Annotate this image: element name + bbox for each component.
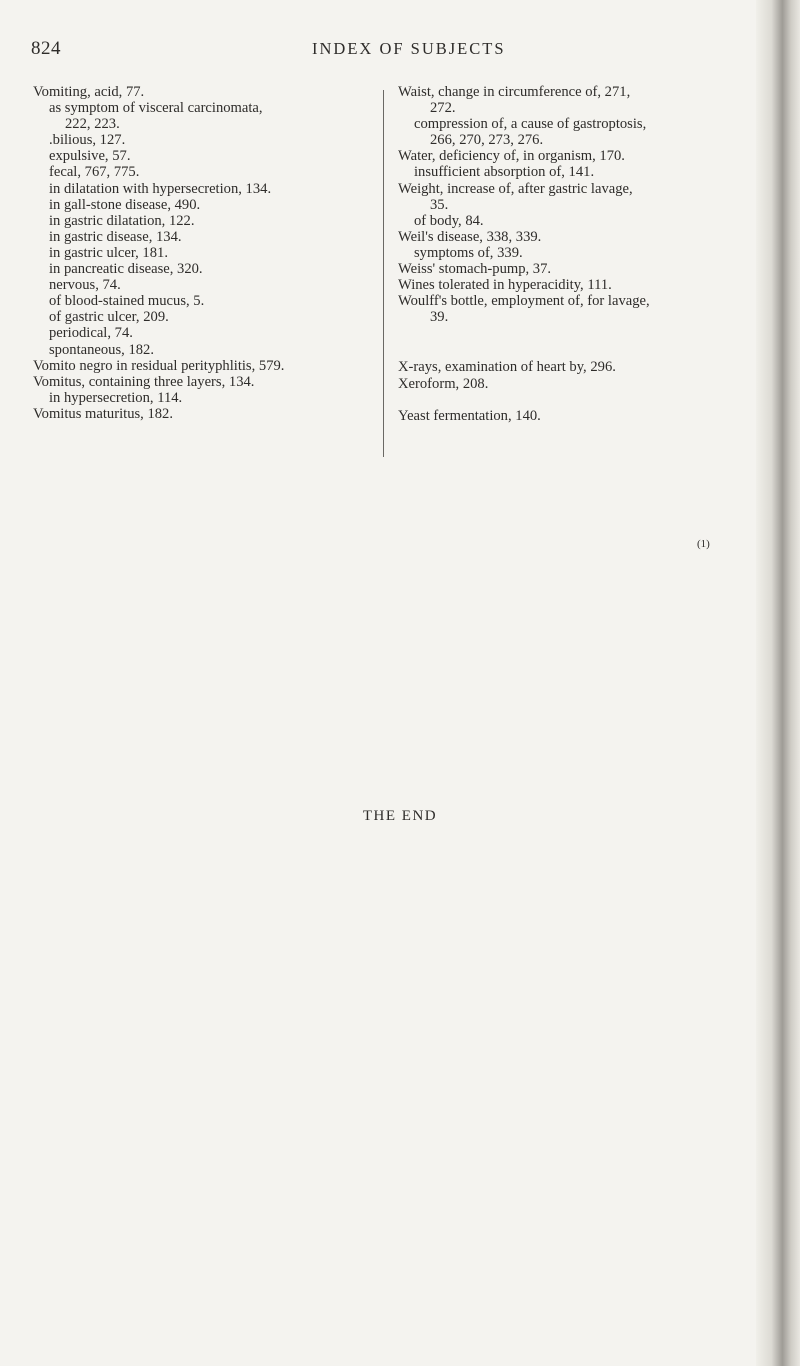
running-head: INDEX OF SUBJECTS (312, 39, 506, 58)
index-subentry: .bilious, 127. (49, 132, 126, 149)
index-subentry: in gastric dilatation, 122. (49, 212, 195, 229)
index-entry: Vomitus maturitus, 182. (33, 405, 174, 422)
index-subentry: 35. (430, 196, 449, 213)
index-subentry: in pancreatic disease, 320. (49, 261, 203, 278)
index-subentry: nervous, 74. (49, 277, 121, 294)
index-subentry: as symptom of visceral carcinomata, (49, 100, 263, 117)
index-subentry: of body, 84. (414, 212, 484, 229)
index-subentry: expulsive, 57. (49, 148, 131, 165)
index-subentry: in gastric disease, 134. (49, 228, 182, 245)
index-entry: Vomitus, containing three layers, 134. (33, 373, 255, 390)
index-subentry: 39. (430, 309, 449, 326)
index-subentry: 222, 223. (65, 116, 120, 133)
index-subentry: 266, 270, 273, 276. (430, 132, 544, 149)
index-entry: X-rays, examination of heart by, 296. (398, 359, 616, 376)
index-subentry: compression of, a cause of gastroptosis, (414, 116, 647, 133)
index-subentry: periodical, 74. (49, 325, 133, 342)
section-gap (398, 325, 758, 359)
index-entry: Weiss' stomach-pump, 37. (398, 261, 552, 278)
index-subentry: symptoms of, 339. (414, 244, 523, 261)
page-number: 824 (31, 38, 61, 59)
the-end-heading: THE END (362, 808, 438, 824)
index-entry: Weight, increase of, after gastric lavage, (398, 180, 633, 197)
index-entry: Woulff's bottle, employment of, for lavage, (398, 293, 650, 310)
index-subentry: in gall-stone disease, 490. (49, 196, 201, 213)
page-header (0, 38, 800, 62)
index-entry: Vomito negro in residual perityphlitis, 579. (33, 357, 285, 374)
footnote-mark: (1) (697, 538, 710, 550)
index-entry: Yeast fermentation, 140. (398, 407, 541, 424)
page-edge-binding (756, 0, 800, 1366)
index-column-left (33, 84, 378, 422)
index-subentry: of gastric ulcer, 209. (49, 309, 169, 326)
index-entry: Xeroform, 208. (398, 375, 489, 392)
index-entry: Vomiting, acid, 77. (33, 84, 145, 100)
index-entry: Weil's disease, 338, 339. (398, 228, 542, 245)
index-entry: Water, deficiency of, in organism, 170. (398, 148, 625, 165)
index-entry: Wines tolerated in hyperacidity, 111. (398, 277, 612, 294)
index-entry: Waist, change in circumference of, 271, (398, 84, 631, 100)
index-subentry: fecal, 767, 775. (49, 164, 140, 181)
column-divider (383, 90, 384, 457)
index-subentry: in hypersecretion, 114. (49, 389, 183, 406)
section-gap (398, 392, 758, 408)
index-subentry: insufficient absorption of, 141. (414, 164, 595, 181)
index-subentry: 272. (430, 100, 456, 117)
index-subentry: in gastric ulcer, 181. (49, 244, 168, 261)
index-subentry: in dilatation with hypersecretion, 134. (49, 180, 272, 197)
index-column-right (398, 84, 758, 424)
index-subentry: of blood-stained mucus, 5. (49, 293, 205, 310)
index-subentry: spontaneous, 182. (49, 341, 154, 358)
